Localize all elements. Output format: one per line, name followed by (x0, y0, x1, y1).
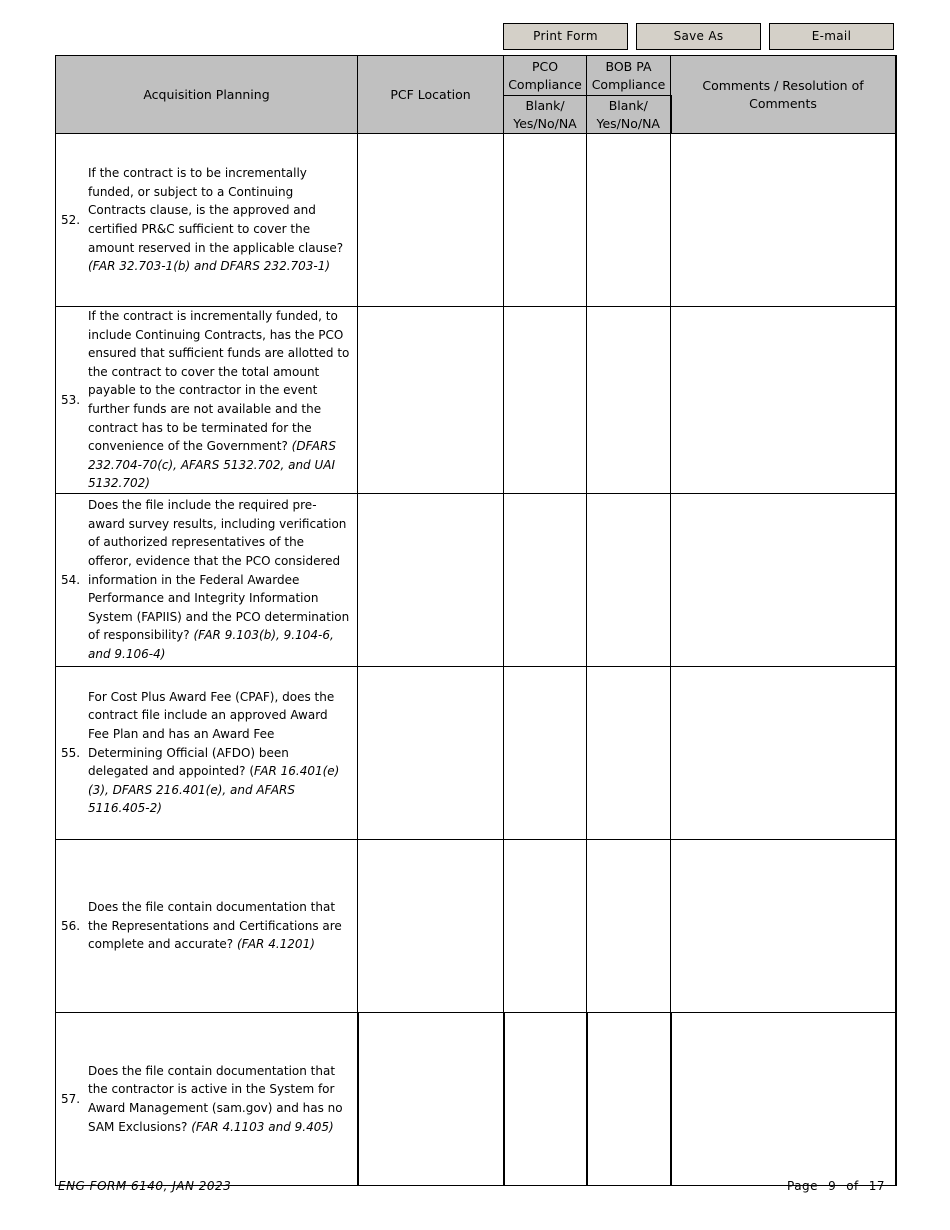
comments-field[interactable] (671, 307, 896, 494)
question-number: 57. (61, 1091, 81, 1106)
header-bob-options: Blank/ Yes/No/NA (587, 96, 671, 134)
pco-compliance-field[interactable] (504, 493, 587, 666)
question-cell (56, 1012, 358, 1185)
question-text: Does the file include the required pre-award survey results, including verification of authorized representatives of the offeror, evidence that the PCO considered information in the Federal Awardee Performance and Integrity Information System (FAPIIS) and the PCO determination of responsibility? (88, 498, 350, 643)
pcf-location-field[interactable] (358, 493, 504, 666)
header-acquisition-planning: Acquisition Planning (56, 56, 358, 134)
acquisition-planning-table (55, 55, 897, 1186)
header-comments: Comments / Resolution of Comments (671, 56, 896, 134)
table-row (56, 839, 896, 1012)
bob-pa-compliance-field[interactable] (587, 1012, 671, 1185)
question-text: For Cost Plus Award Fee (CPAF), does the contract file include an approved Award Fee Plan and has an Award Fee Determining Official (AFDO) been delegated and appointed? ( (88, 689, 335, 779)
pco-compliance-field[interactable] (504, 666, 587, 839)
pcf-location-field[interactable] (358, 307, 504, 494)
question-cell (56, 307, 358, 494)
comments-field[interactable] (671, 134, 896, 307)
question-reference: (FAR 32.703-1(b) and DFARS 232.703-1) (88, 259, 331, 274)
header-bob-pa-compliance: BOB PA Compliance (587, 56, 671, 96)
save-as-button[interactable]: Save As (636, 23, 761, 50)
pco-compliance-field[interactable] (504, 307, 587, 494)
header-pco-compliance: PCO Compliance (504, 56, 587, 96)
table-row (56, 307, 896, 494)
question-number: 53. (61, 392, 81, 407)
pcf-location-field[interactable] (358, 666, 504, 839)
question-reference: (FAR 9.103(b), 9.104-6, and 9.106-4) (88, 628, 334, 662)
bob-pa-compliance-field[interactable] (587, 666, 671, 839)
question-cell (56, 666, 358, 839)
comments-field[interactable] (671, 666, 896, 839)
question-cell (56, 134, 358, 307)
question-cell (56, 493, 358, 666)
question-text: Does the file contain documentation that the Representations and Certifications are complete and accurate? (88, 900, 342, 952)
header-pco-options: Blank/ Yes/No/NA (504, 96, 587, 134)
page-indicator (787, 1179, 885, 1193)
question-reference: (DFARS 232.704-70(c), AFARS 5132.702, and UAI 5132.702) (88, 439, 336, 491)
question-number: 55. (61, 745, 81, 760)
question-number: 54. (61, 572, 81, 587)
table-row (56, 493, 896, 666)
form-toolbar (503, 23, 894, 50)
bob-pa-compliance-field[interactable] (587, 839, 671, 1012)
print-form-button[interactable]: Print Form (503, 23, 628, 50)
table-row (56, 134, 896, 307)
pcf-location-field[interactable] (358, 134, 504, 307)
question-cell (56, 839, 358, 1012)
question-text: Does the file contain documentation that the contractor is active in the System for Award Management (sam.gov) and has no SAM Exclusions? (88, 1063, 343, 1134)
question-reference: FAR 16.401(e)(3), DFARS 216.401(e), and AFARS 5116.405-2) (88, 764, 340, 816)
form-identifier: ENG FORM 6140, JAN 2023 (58, 1179, 232, 1193)
question-text: If the contract is to be incrementally funded, or subject to a Continuing Contracts clause, is the approved and certified PR&C sufficient to cover the amount reserved in the applicable clause? (88, 166, 344, 255)
question-number: 52. (61, 213, 81, 227)
comments-field[interactable] (671, 493, 896, 666)
table-row (56, 666, 896, 839)
of-label: of (846, 1179, 859, 1193)
pcf-location-field[interactable] (358, 839, 504, 1012)
pco-compliance-field[interactable] (504, 1012, 587, 1185)
comments-field[interactable] (671, 1012, 896, 1185)
email-button[interactable]: E-mail (769, 23, 894, 50)
question-reference: (FAR 4.1201) (236, 937, 315, 952)
header-pcf-location: PCF Location (358, 56, 504, 134)
comments-field[interactable] (671, 839, 896, 1012)
table-row (56, 1012, 896, 1185)
pcf-location-field[interactable] (358, 1012, 504, 1185)
bob-pa-compliance-field[interactable] (587, 493, 671, 666)
bob-pa-compliance-field[interactable] (587, 307, 671, 494)
page-number: 9 (828, 1179, 837, 1193)
question-reference: (FAR 4.1103 and 9.405) (191, 1119, 334, 1134)
page-total: 17 (868, 1179, 886, 1193)
pco-compliance-field[interactable] (504, 839, 587, 1012)
question-number: 56. (61, 918, 81, 933)
bob-pa-compliance-field[interactable] (587, 134, 671, 307)
pco-compliance-field[interactable] (504, 134, 587, 307)
page-label: Page (787, 1179, 819, 1193)
question-text: If the contract is incrementally funded, to include Continuing Contracts, has the PCO ensured that sufficient funds are allotted to the contract to cover the total amount payable to the contractor in the event further funds are not available and the contract has to be terminated for the convenience of the Government? (88, 309, 350, 454)
